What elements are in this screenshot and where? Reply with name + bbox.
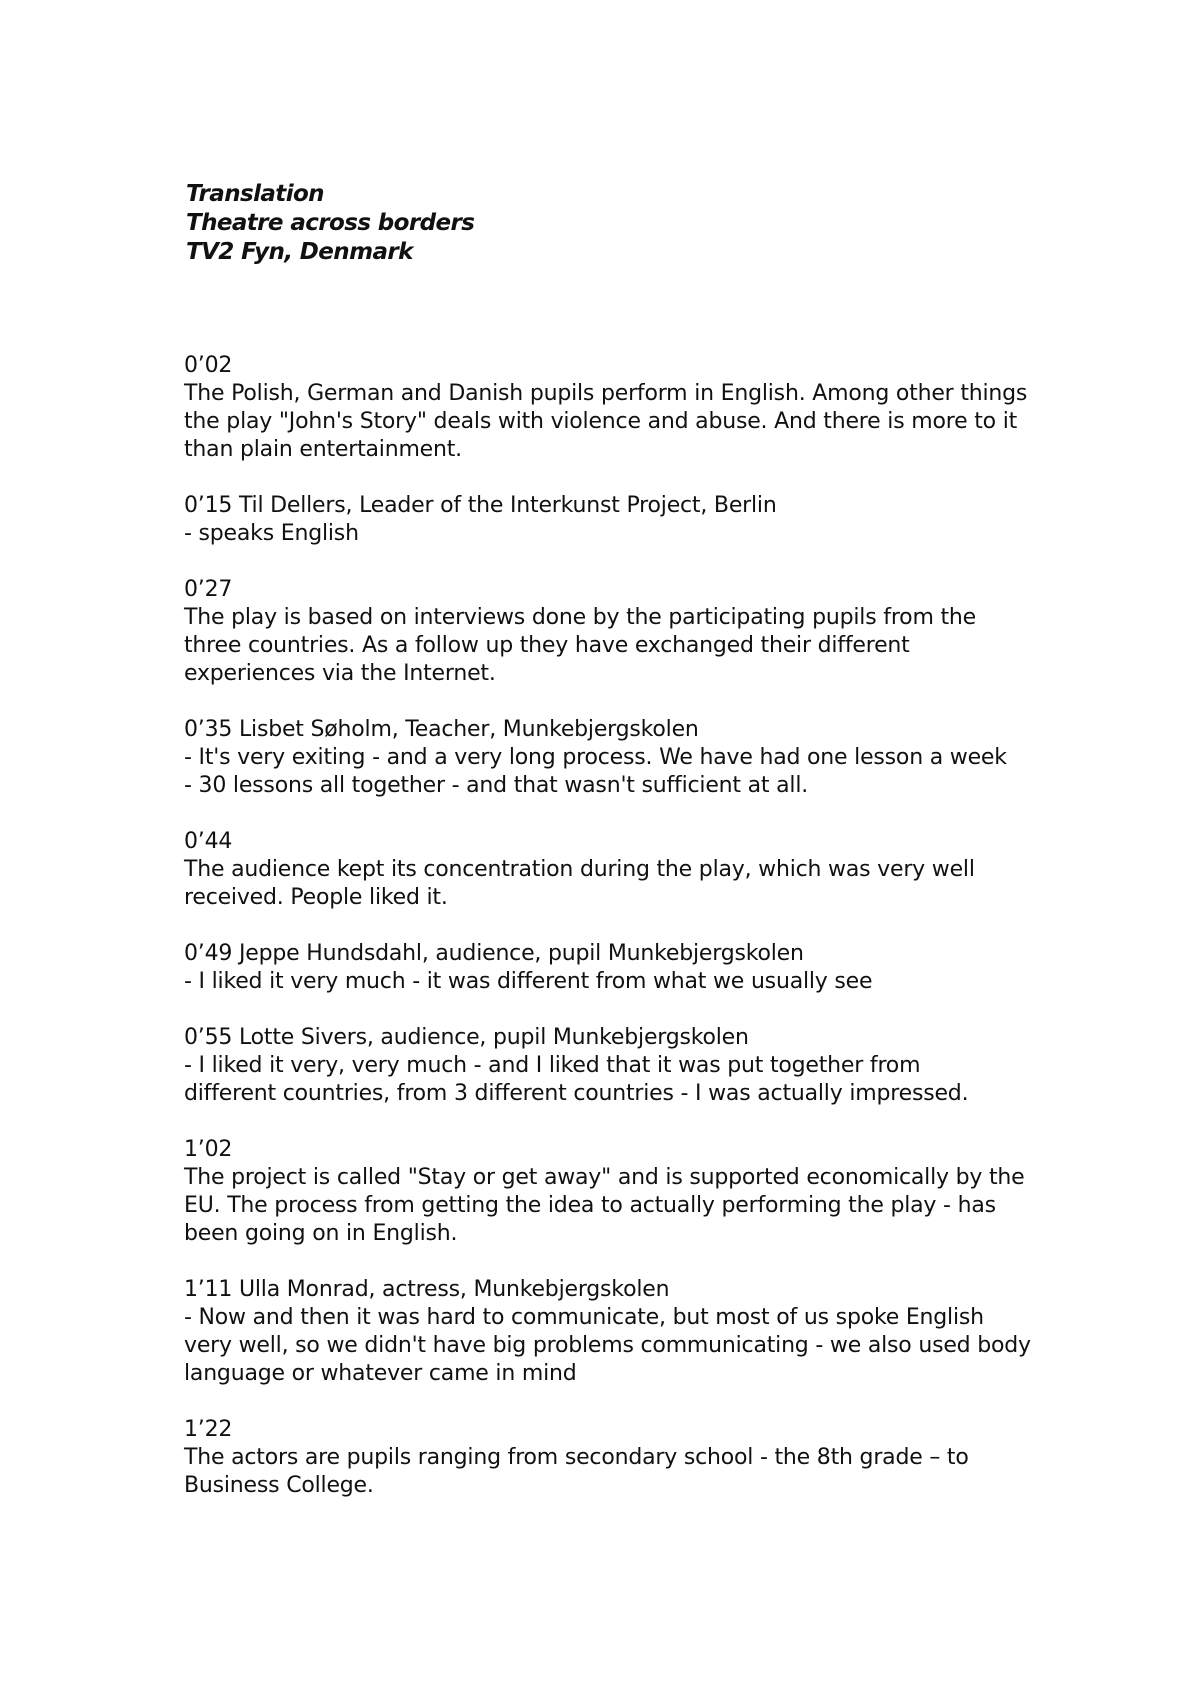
entry-text-line: experiences via the Internet. [184,661,496,686]
entry-text-line: The project is called "Stay or get away" and is supported economically by the [184,1165,1025,1190]
entry-speaker-line: 0’35 Lisbet Søholm, Teacher, Munkebjergskolen [184,717,699,742]
transcript-entry [184,1276,1031,1388]
entry-timecode: 0’44 [184,829,233,854]
entry-timecode: 0’02 [184,353,233,378]
entry-text-line: three countries. As a follow up they have exchanged their different [184,633,910,658]
entry-text-line: - 30 lessons all together - and that wasn't sufficient at all. [184,773,809,798]
header-subtitle: Theatre across borders [186,210,475,236]
transcript-entry [184,1024,1004,1108]
entry-text-line: - speaks English [184,521,359,546]
transcript-entry [184,828,1004,912]
entry-text-line: - I liked it very, very much - and I liked that it was put together from [184,1053,921,1078]
entry-text-line: language or whatever came in mind [184,1361,577,1386]
header-title: Translation [186,181,324,207]
entry-text-line: The Polish, German and Danish pupils perform in English. Among other things [184,381,1028,406]
entry-timecode: 1’02 [184,1137,233,1162]
entry-timecode: 1’22 [184,1417,233,1442]
entry-text-line: than plain entertainment. [184,437,462,462]
transcript-entry [184,1136,1025,1248]
entry-speaker-line: 0’15 Til Dellers, Leader of the Interkunst Project, Berlin [184,493,777,518]
entry-text-line: EU. The process from getting the idea to actually performing the play - has [184,1193,996,1218]
entry-text-line: been going on in English. [184,1221,458,1246]
transcript-entry [184,576,1004,688]
entry-text-line: the play "John's Story" deals with violence and abuse. And there is more to it [184,409,1018,434]
entry-text-line: The play is based on interviews done by the participating pupils from the [184,605,976,630]
entry-speaker-line: 0’49 Jeppe Hundsdahl, audience, pupil Munkebjergskolen [184,941,804,966]
document-header [186,180,886,267]
entry-text-line: Business College. [184,1473,374,1498]
entry-text-line: different countries, from 3 different countries - I was actually impressed. [184,1081,969,1106]
entry-text-line: The actors are pupils ranging from secondary school - the 8th grade – to [184,1445,969,1470]
entry-text-line: - I liked it very much - it was different from what we usually see [184,969,873,994]
entry-speaker-line: 1’11 Ulla Monrad, actress, Munkebjergskolen [184,1277,670,1302]
transcript-entry [184,492,1004,548]
entry-text-line: - Now and then it was hard to communicate, but most of us spoke English [184,1305,984,1330]
header-broadcaster: TV2 Fyn, Denmark [186,239,413,265]
transcript-entry [184,716,1007,800]
entry-timecode: 0’27 [184,577,233,602]
entry-speaker-line: 0’55 Lotte Sivers, audience, pupil Munkebjergskolen [184,1025,749,1050]
entry-text-line: The audience kept its concentration during the play, which was very well [184,857,975,882]
entry-text-line: received. People liked it. [184,885,448,910]
transcript-entry [184,352,1028,464]
transcript-entry [184,940,1004,996]
entry-text-line: very well, so we didn't have big problems communicating - we also used body [184,1333,1031,1358]
transcript-entries [184,352,1031,1528]
transcript-entry [184,1416,1004,1500]
entry-text-line: - It's very exiting - and a very long process. We have had one lesson a week [184,745,1007,770]
